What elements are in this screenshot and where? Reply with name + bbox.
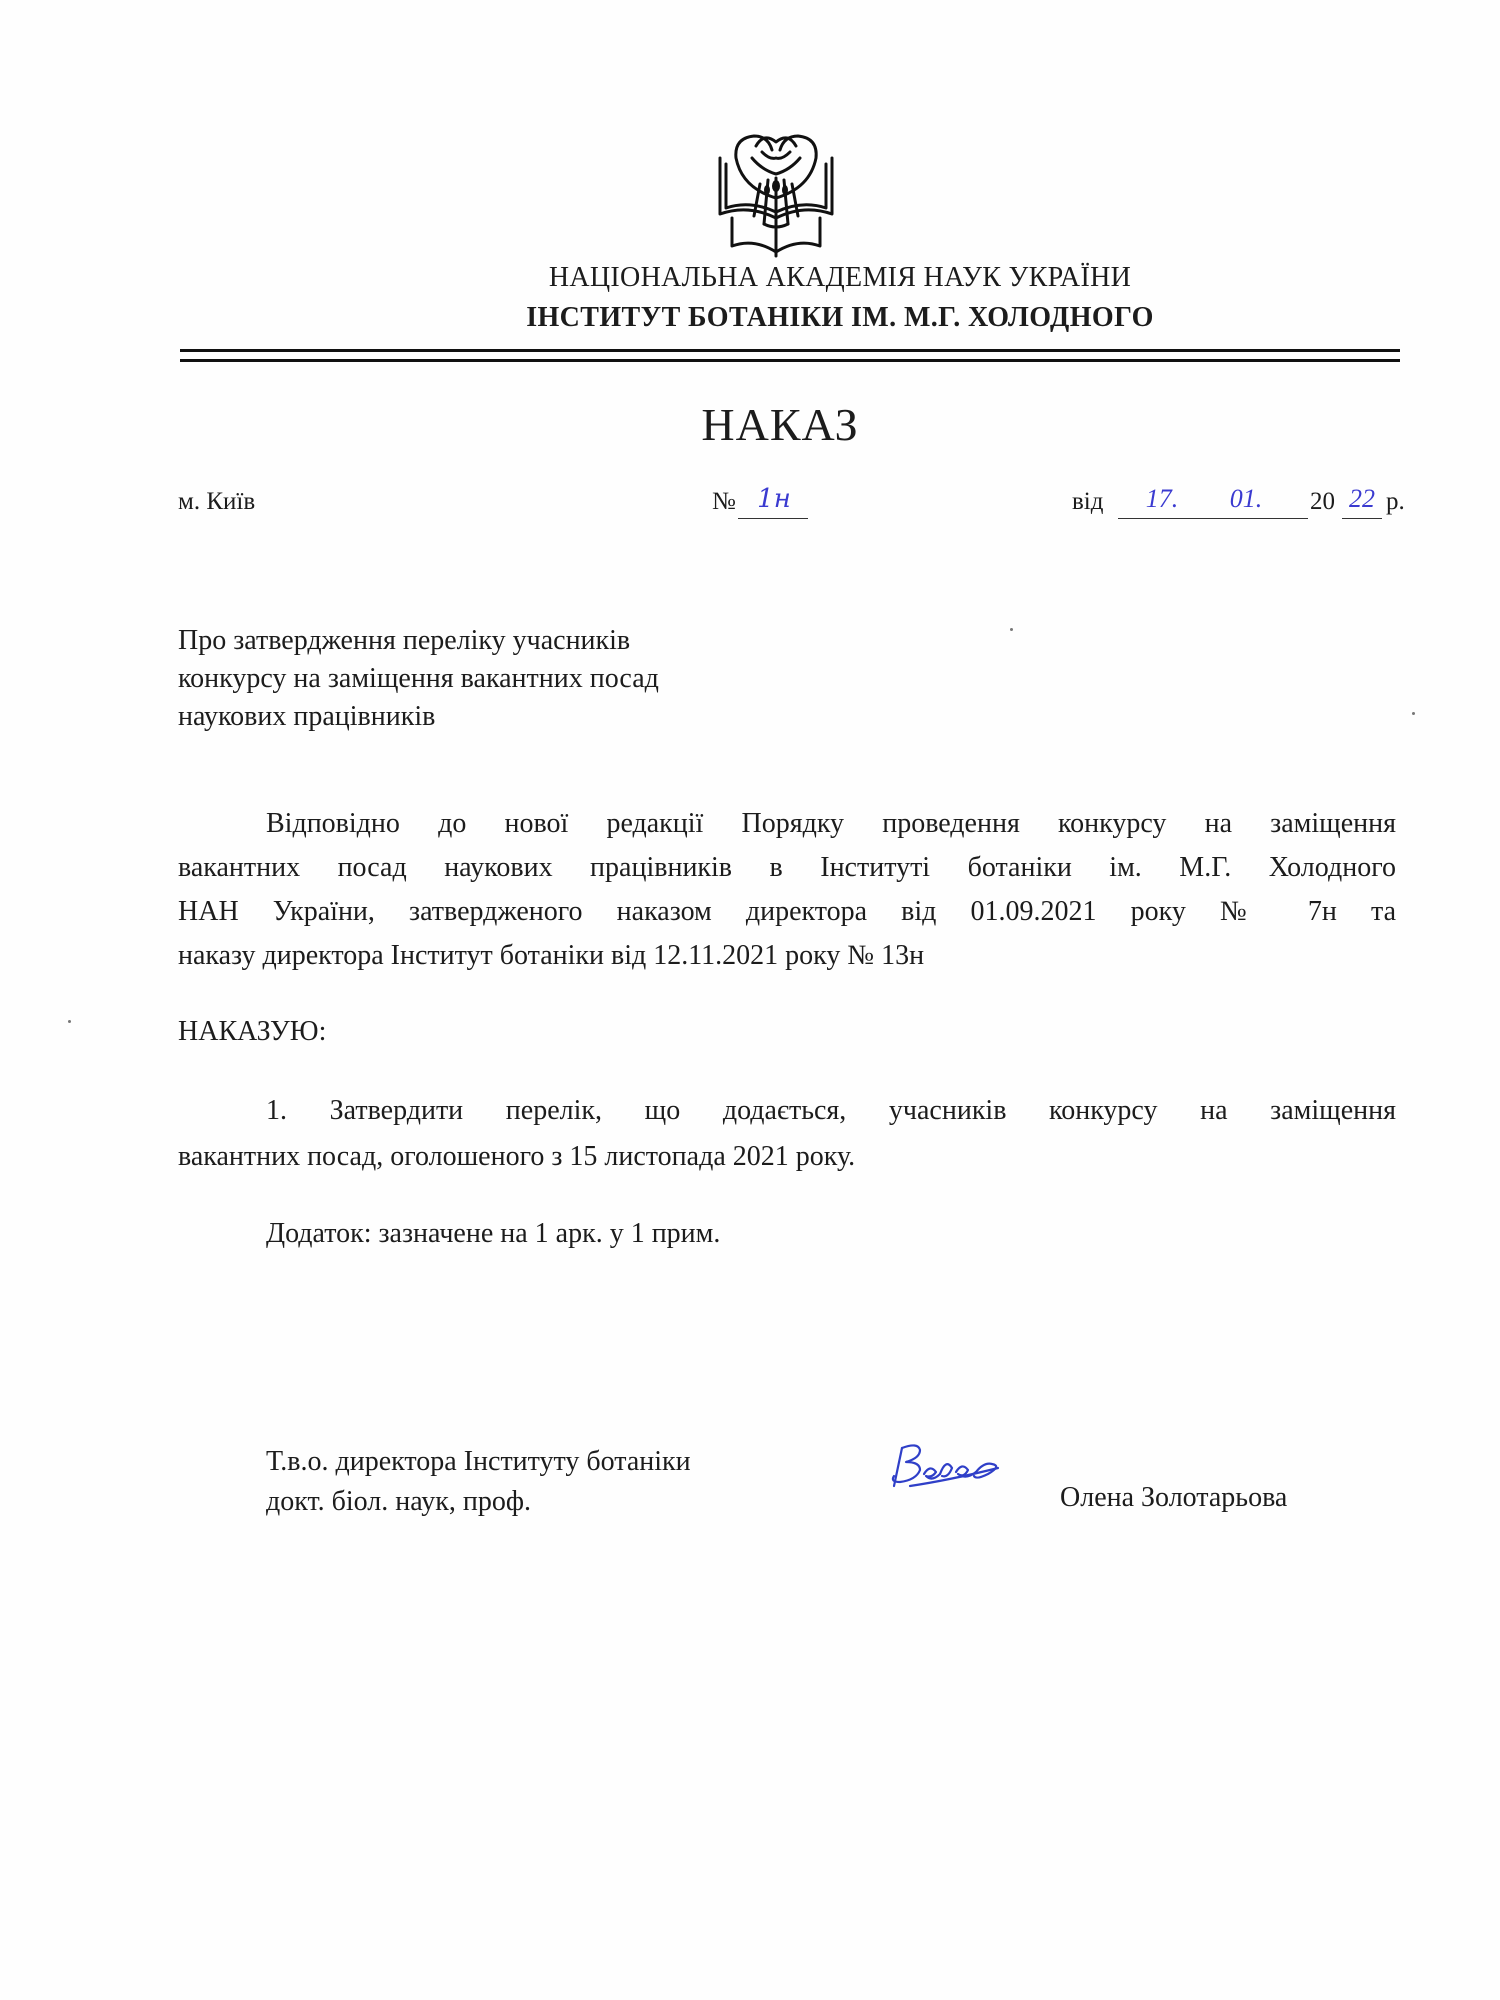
number-label: №	[712, 488, 736, 515]
city-label: м. Київ	[178, 488, 256, 515]
attachment-note: Додаток: зазначене на 1 арк. у 1 прим.	[266, 1218, 721, 1249]
order-directive-heading: НАКАЗУЮ:	[178, 1016, 327, 1047]
signatory-name: Олена Золотарьова	[1060, 1482, 1288, 1513]
signatory-position	[266, 1442, 691, 1522]
academy-name: НАЦІОНАЛЬНА АКАДЕМІЯ НАУК УКРАЇНИ	[548, 262, 1132, 293]
year-unit: р.	[1386, 488, 1405, 515]
year-suffix: 22	[1349, 484, 1375, 513]
scan-speck	[68, 1020, 71, 1023]
subject-line: Про затвердження переліку учасників	[178, 625, 631, 656]
year-prefix: 20	[1310, 488, 1335, 515]
preamble-line: НАН України, затвердженого наказом директора від 01.09.2021 року № 7н та	[178, 896, 1396, 927]
year-underline	[1342, 518, 1382, 519]
date-underline	[1118, 518, 1308, 519]
order-subject	[178, 622, 878, 736]
scan-speck	[1412, 712, 1415, 715]
preamble-line: наказу директора Інститут ботаніки від 12.11.2021 року № 13н	[178, 940, 925, 971]
order-item-1	[178, 1088, 1396, 1180]
header-divider-bottom	[180, 359, 1400, 362]
subject-line: конкурсу на заміщення вакантних посад	[178, 663, 659, 694]
date-day: 17.	[1145, 484, 1179, 513]
preamble-line: Відповідно до нової редакції Порядку проведення конкурсу на заміщення	[266, 808, 1396, 839]
handwritten-signature-icon	[880, 1438, 1030, 1508]
institute-logo-icon	[712, 128, 840, 260]
signatory-degree-line: докт. біол. наук, проф.	[266, 1486, 531, 1517]
date-month: 01.	[1229, 484, 1263, 513]
header-divider-top	[180, 349, 1400, 352]
order-item-line: вакантних посад, оголошеного з 15 листопада 2021 року.	[178, 1141, 856, 1172]
document-title: НАКАЗ	[701, 399, 859, 450]
scan-speck	[1010, 628, 1013, 631]
number-value: 1н	[757, 484, 791, 514]
date-label: від	[1072, 488, 1104, 515]
preamble-line: вакантних посад наукових працівників в Інституті ботаніки ім. М.Г. Холодного	[178, 852, 1396, 883]
preamble-paragraph	[178, 802, 1396, 978]
order-item-line: 1. Затвердити перелік, що додається, учасників конкурсу на заміщення	[266, 1095, 1396, 1126]
subject-line: наукових працівників	[178, 701, 436, 732]
signatory-position-line: Т.в.о. директора Інституту ботаніки	[266, 1446, 691, 1477]
institute-name: ІНСТИТУТ БОТАНІКИ ІМ. М.Г. ХОЛОДНОГО	[526, 302, 1154, 333]
number-underline	[738, 518, 808, 519]
